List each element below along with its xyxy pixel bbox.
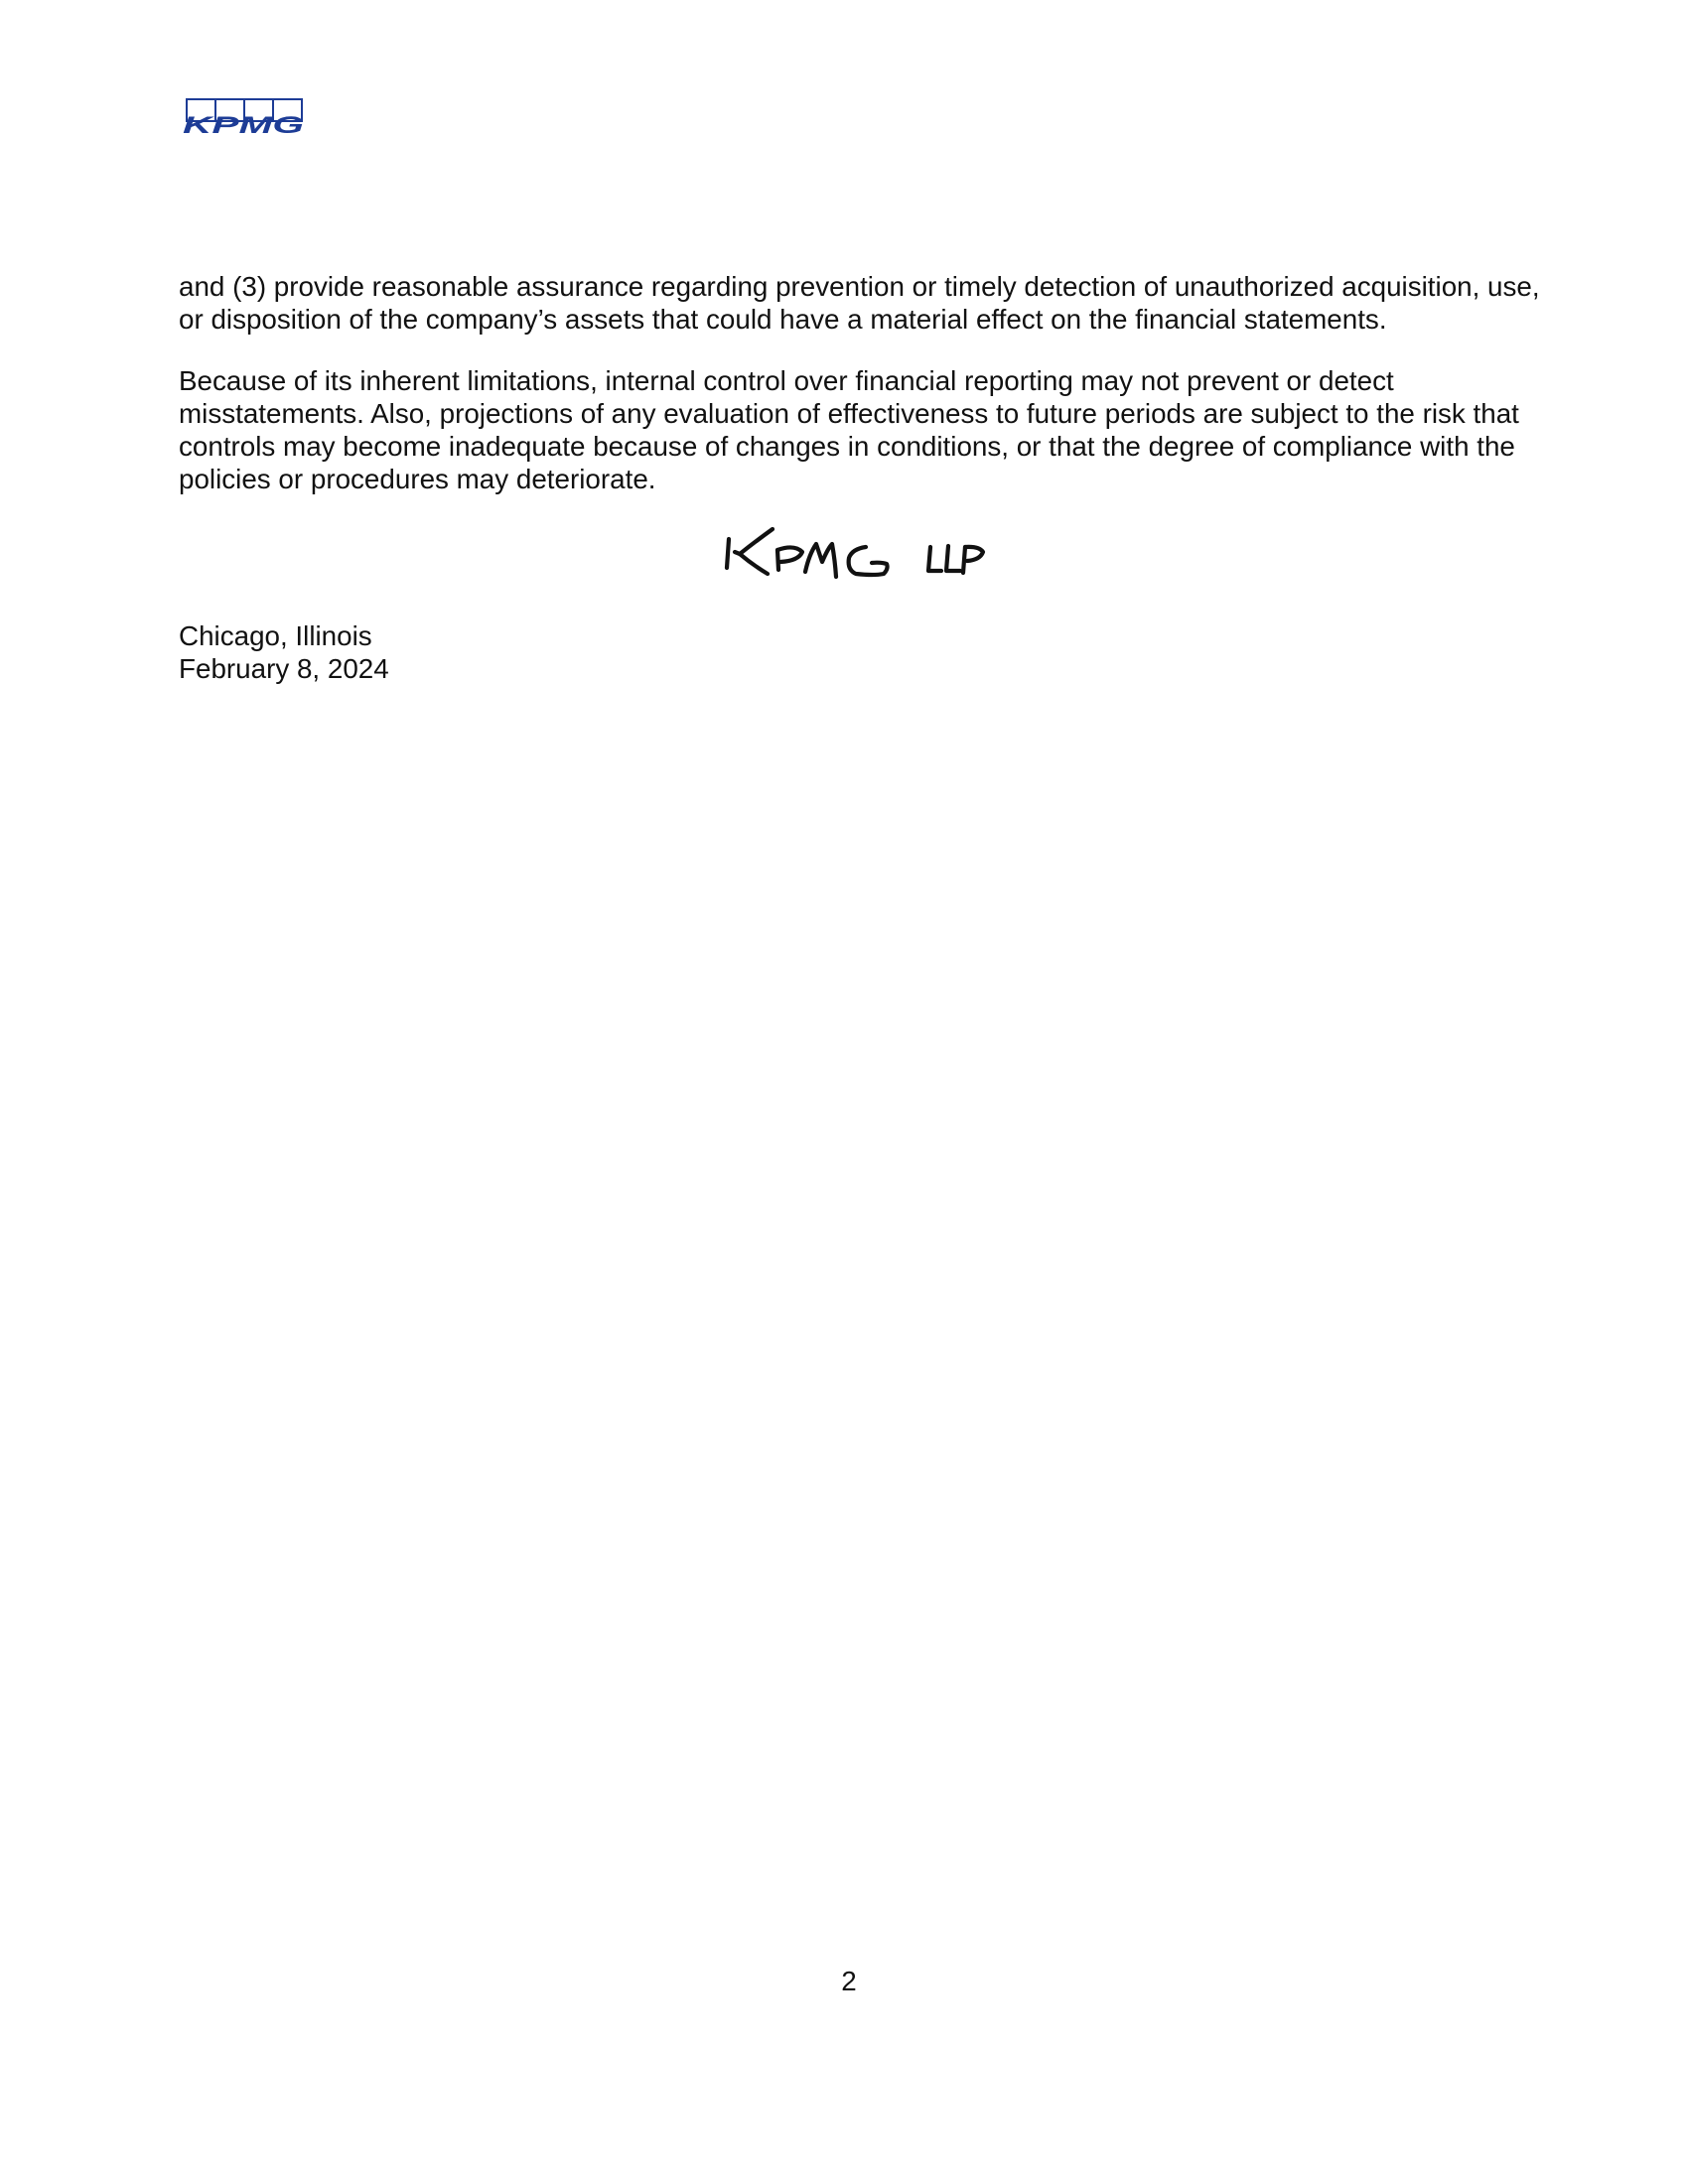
paragraph-controls-assurance [179, 270, 1549, 336]
text-line: misstatements. Also, projections of any evaluation of effectiveness to future periods are subject to the risk that [179, 398, 1519, 429]
text-line: and (3) provide reasonable assurance regarding prevention or timely detection of unauthorized acquisition, use, [179, 271, 1540, 302]
kpmg-logo-icon [183, 97, 306, 135]
city-state: Chicago, Illinois [179, 620, 372, 651]
signature-kpmg-llp [715, 522, 993, 586]
kpmg-logo [183, 97, 306, 135]
handwritten-signature-icon [715, 522, 993, 586]
text-line: policies or procedures may deteriorate. [179, 464, 656, 494]
signature-location-block [179, 619, 389, 685]
text-line: or disposition of the company’s assets that could have a material effect on the financial statements. [179, 304, 1387, 335]
report-date: February 8, 2024 [179, 653, 389, 684]
text-line: Because of its inherent limitations, internal control over financial reporting may not prevent or detect [179, 365, 1394, 396]
logo-text: KPMG [183, 112, 304, 135]
page-number: 2 [841, 1966, 857, 1996]
paragraph-inherent-limitations [179, 364, 1549, 495]
text-line: controls may become inadequate because of changes in conditions, or that the degree of compliance with the [179, 431, 1515, 462]
